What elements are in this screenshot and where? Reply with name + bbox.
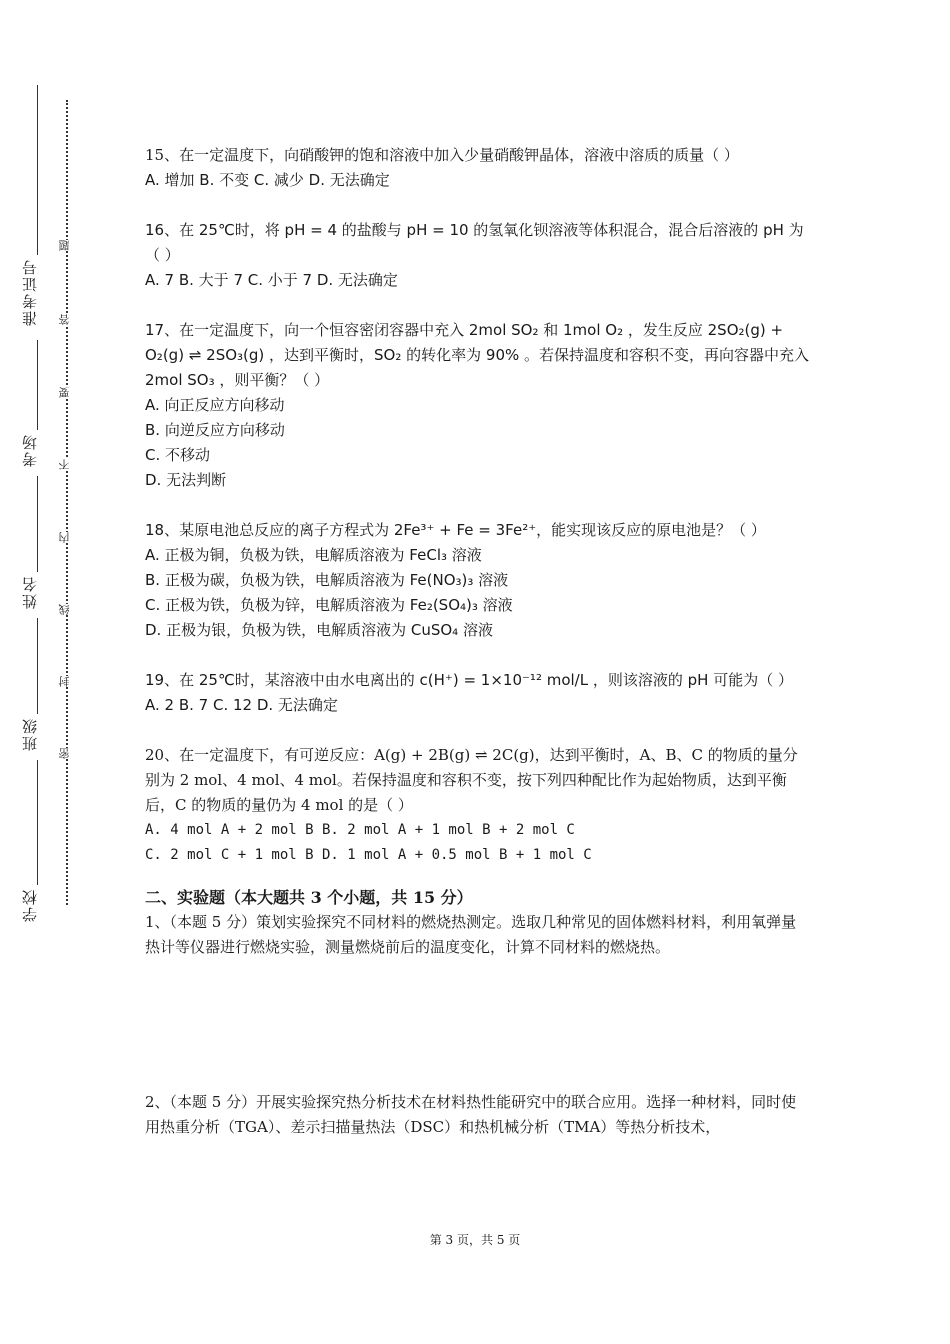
option-a: A. 向正反应方向移动 [145,396,285,414]
option-b: B. 正极为碳，负极为铁，电解质溶液为 Fe(NO₃)₃ 溶液 [145,571,509,589]
question-options: A. 2 B. 7 C. 12 D. 无法确定 [145,696,338,714]
seal-char: 线 [58,604,74,615]
seal-char: 不 [58,459,74,470]
option-d: D. 无法判断 [145,471,227,489]
question-stem: 20、在一定温度下，有可逆反应：A(g) + 2B(g) ⇌ 2C(g)，达到平衡时，A、B、C 的物质的量分别为 2 mol、4 mol、4 mol。若保持温度和容积不变，按下列四种配比作为起始物质，达到平衡后，C 的物质的量仍为 4 mol 的是（ ） [145,746,798,814]
question-options: A. 增加 B. 不变 C. 减少 D. 无法确定 [145,171,390,189]
option-c: C. 不移动 [145,446,211,464]
fill-line [37,476,38,572]
question-20 [145,743,810,868]
seal-char: 要 [58,387,74,398]
seal-dotted-line [66,100,68,905]
experiment-2: 2、（本题 5 分）开展实验探究热分析技术在材料热性能研究中的联合应用。选择一种材料，同时使用热重分析（TGA）、差示扫描量热法（DSC）和热机械分析（TMA）等热分析技术， [145,1093,797,1136]
label-exam-room: 考场 [21,433,39,467]
label-class: 班级 [21,717,39,751]
option-c: C. 正极为铁，负极为锌，电解质溶液为 Fe₂(SO₄)₃ 溶液 [145,596,513,614]
seal-char: 封 [58,676,74,687]
question-stem: 17、在一定温度下，向一个恒容密闭容器中充入 2mol SO₂ 和 1mol O₂ ，发生反应 2SO₂(g) + O₂(g) ⇌ 2SO₃(g) ，达到平衡时，SO₂ 的转化率为 90% 。若保持温度和容积不变，再向容器中充入 2mol SO₃ ，则平衡？（ ） [145,321,810,389]
label-name: 姓名 [21,575,39,609]
seal-char: 答 [58,314,74,325]
option-b: B. 向逆反应方向移动 [145,421,285,439]
question-stem: 15、在一定温度下，向硝酸钾的饱和溶液中加入少量硝酸钾晶体，溶液中溶质的质量（ ） [145,146,739,164]
option-d: D. 正极为银，负极为铁，电解质溶液为 CuSO₄ 溶液 [145,621,493,639]
question-15 [145,143,810,193]
question-stem: 19、在 25℃时，某溶液中由水电离出的 c(H⁺) = 1×10⁻¹² mol/L ，则该溶液的 pH 可能为（ ） [145,671,793,689]
binding-margin [0,0,120,1344]
option-a: A. 正极为铜，负极为铁，电解质溶液为 FeCl₃ 溶液 [145,546,482,564]
option-cd: C. 2 mol C + 1 mol B D. 1 mol A + 0.5 mol B + 1 mol C [145,847,592,863]
question-19 [145,668,810,718]
question-17 [145,318,810,493]
fill-line [37,618,38,714]
question-stem: 18、某原电池总反应的离子方程式为 2Fe³⁺ + Fe = 3Fe²⁺，能实现该反应的原电池是？（ ） [145,521,766,539]
experiment-1: 1、（本题 5 分）策划实验探究不同材料的燃烧热测定。选取几种常见的固体燃料材料，利用氧弹量热计等仪器进行燃烧实验，测量燃烧前后的温度变化，计算不同材料的燃烧热。 [145,913,797,956]
fill-line [37,760,38,885]
page-content [145,143,810,1140]
seal-char: 密 [58,748,74,759]
page-footer: 第 3 页，共 5 页 [429,1233,521,1247]
option-ab: A. 4 mol A + 2 mol B B. 2 mol A + 1 mol B + 2 mol C [145,822,575,838]
question-options: A. 7 B. 大于 7 C. 小于 7 D. 无法确定 [145,271,398,289]
question-18 [145,518,810,643]
label-exam-number: 准考证号 [21,258,39,326]
seal-char: 题 [58,240,74,251]
seal-char: 内 [58,532,74,543]
section-title: 二、实验题（本大题共 3 个小题，共 15 分） [145,888,473,907]
fill-line [37,85,38,255]
question-stem: 16、在 25℃时，将 pH = 4 的盐酸与 pH = 10 的氢氧化钡溶液等体积混合，混合后溶液的 pH 为（ ） [145,221,804,264]
fill-line [37,340,38,430]
question-16 [145,218,810,293]
label-school: 学校 [21,888,39,922]
